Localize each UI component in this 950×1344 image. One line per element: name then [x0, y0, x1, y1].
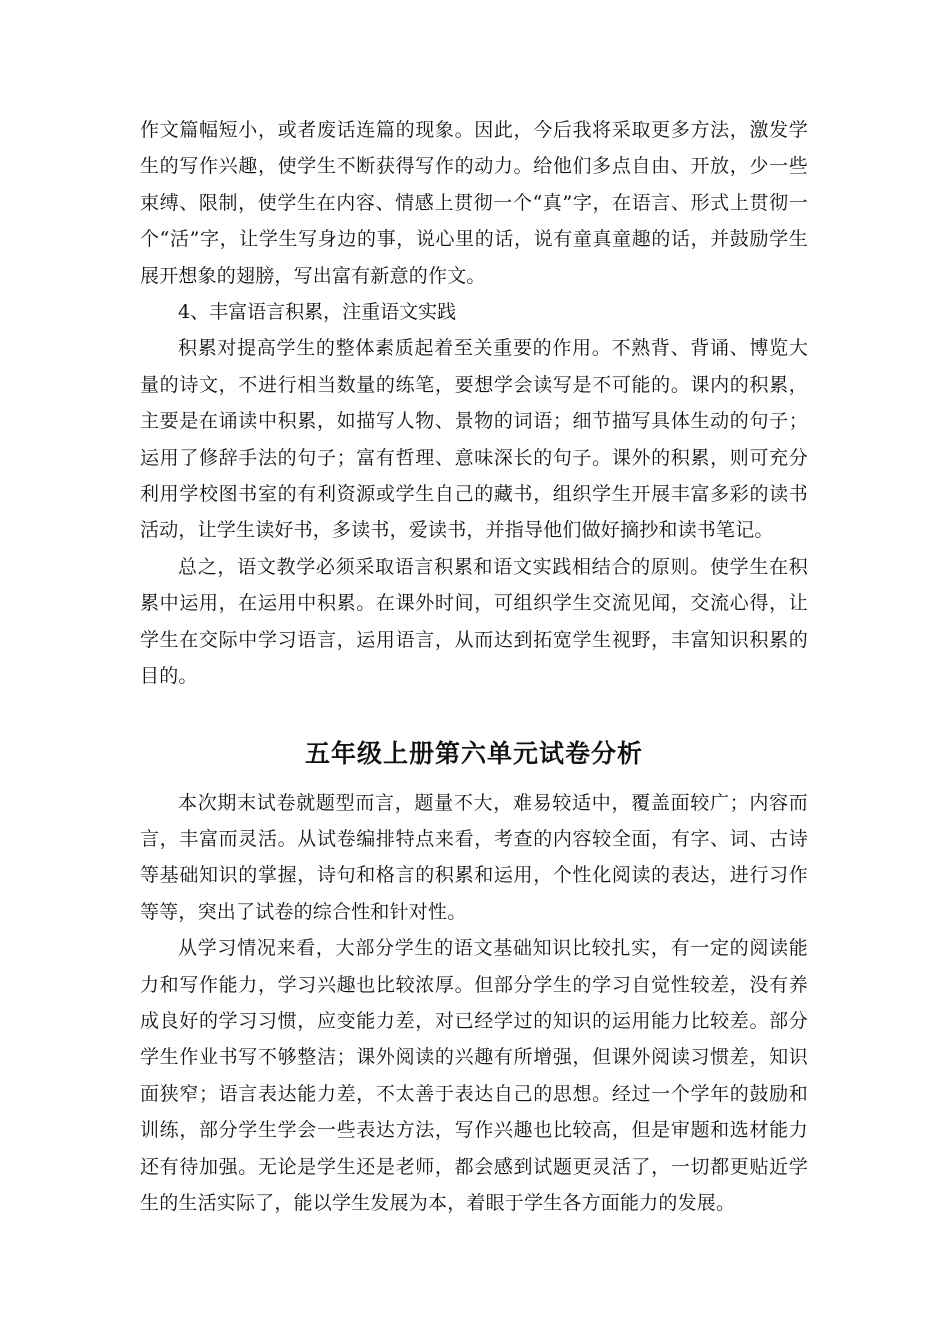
section-title: 五年级上册第六单元试卷分析 [304, 738, 643, 768]
document-page [140, 112, 808, 1221]
conclusion-paragraph: 总之，语文教学必须采取语言积累和语文实践相结合的原则。使学生在积累中运用，在运用中积累。在课外时间，可组织学生交流见闻，交流心得，让学生在交际中学习语言，运用语言，从而达到拓宽学生视野，丰富知识积累的目的。 [140, 555, 808, 688]
point4-paragraph: 积累对提高学生的整体素质起着至关重要的作用。不熟背、背诵、博览大量的诗文，不进行相当数量的练笔，要想学会读写是不可能的。课内的积累，主要是在诵读中积累，如描写人物、景物的词语；细节描写具体生动的句子；运用了修辞手法的句子；富有哲理、意味深长的句子。课外的积累，则可充分利用学校图书室的有利资源或学生自己的藏书，组织学生开展丰富多彩的读书活动，让学生读好书，多读书，爱读书，并指导他们做好摘抄和读书笔记。 [140, 337, 808, 542]
analysis-paragraph-1: 本次期末试卷就题型而言，题量不大，难易较适中，覆盖面较广；内容而言，丰富而灵活。从试卷编排特点来看，考查的内容较全面，有字、词、古诗等基础知识的掌握，诗句和格言的积累和运用，个性化阅读的表达，进行习作等等，突出了试卷的综合性和针对性。 [140, 791, 808, 923]
point4-heading: 4、丰富语言积累，注重语文实践 [178, 301, 457, 324]
continuation-paragraph: 作文篇幅短小，或者废话连篇的现象。因此，今后我将采取更多方法，激发学生的写作兴趣，使学生不断获得写作的动力。给他们多点自由、开放，少一些束缚、限制，使学生在内容、情感上贯彻一个“真”字，在语言、形式上贯彻一个“活”字，让学生写身边的事，说心里的话，说有童真童趣的话，并鼓励学生展开想象的翅膀，写出富有新意的作文。 [140, 119, 808, 287]
analysis-paragraph-2: 从学习情况来看，大部分学生的语文基础知识比较扎实，有一定的阅读能力和写作能力，学习兴趣也比较浓厚。但部分学生的学习自觉性较差，没有养成良好的学习习惯，应变能力差，对已经学过的知识的运用能力比较差。部分学生作业书写不够整洁；课外阅读的兴趣有所增强，但课外阅读习惯差，知识面狭窄；语言表达能力差，不太善于表达自己的思想。经过一个学年的鼓励和训练，部分学生学会一些表达方法，写作兴趣也比较高，但是审题和选材能力还有待加强。无论是学生还是老师，都会感到试题更灵活了，一切都更贴近学生的生活实际了，能以学生发展为本，着眼于学生各方面能力的发展。 [140, 937, 808, 1214]
